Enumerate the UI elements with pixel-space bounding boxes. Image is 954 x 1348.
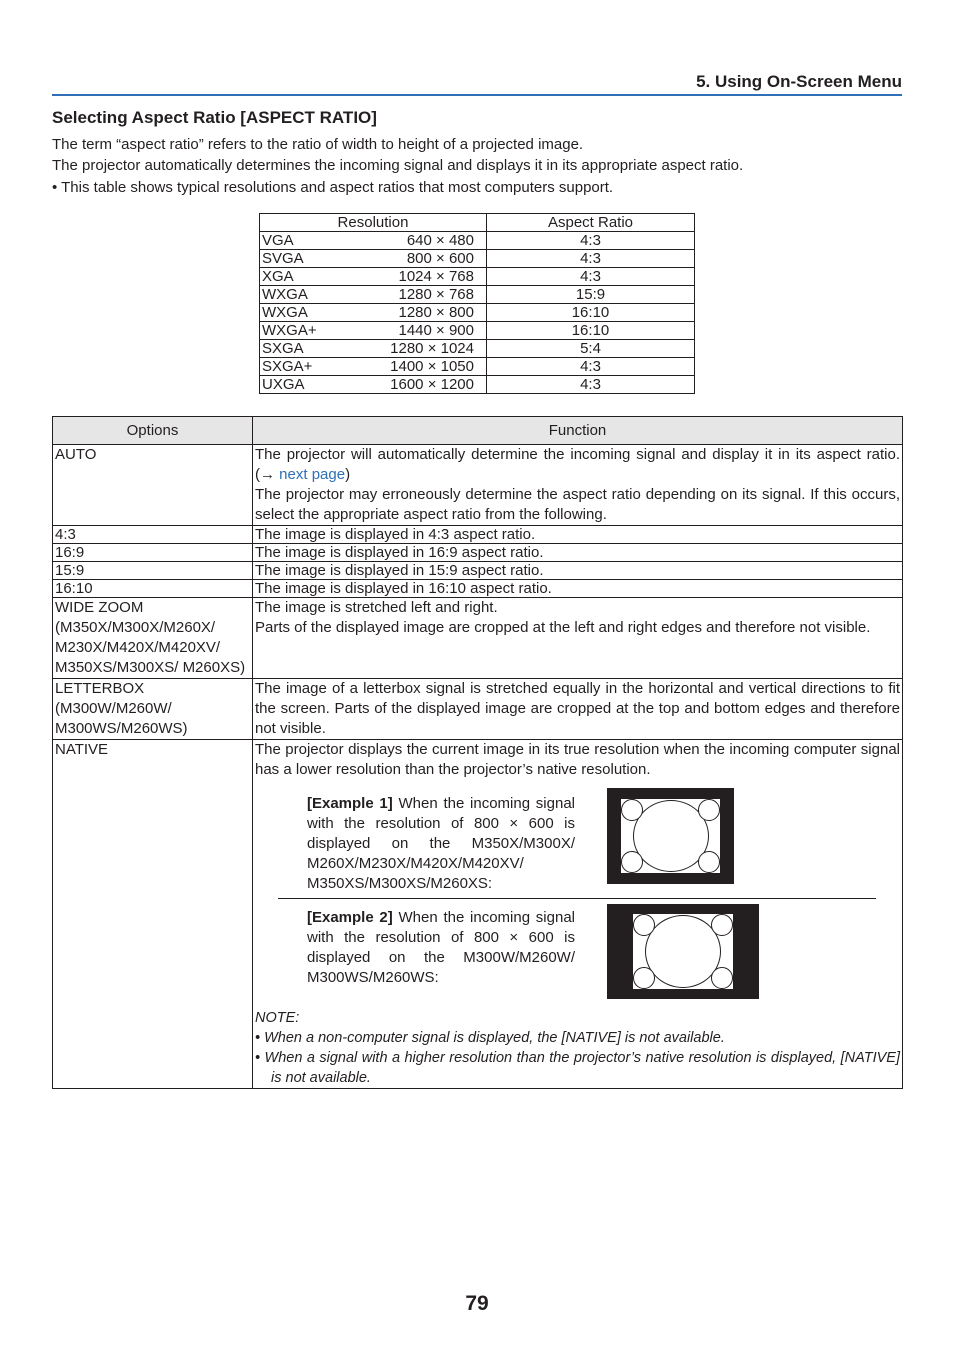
resolution-dimensions: 1600 × 1200 — [362, 376, 487, 394]
resolution-name: WXGA — [260, 286, 363, 304]
example-1-corner-circle — [621, 799, 643, 821]
example-divider — [278, 898, 876, 899]
resolution-dimensions: 1400 × 1050 — [362, 358, 487, 376]
table-row-auto — [53, 445, 903, 526]
table-row — [260, 268, 695, 286]
intro-bullet: • This table shows typical resolutions and aspect ratios that most computers support. — [52, 179, 614, 196]
option-4-3: 4:3 — [53, 526, 253, 544]
section-header — [52, 72, 902, 96]
table-row — [260, 376, 695, 394]
resolution-dimensions: 1280 × 800 — [362, 304, 487, 322]
option-letterbox: LETTERBOX (M300W/M260W/ M300WS/M260WS) — [53, 679, 253, 740]
aspect-ratio-value: 16:10 — [487, 322, 695, 340]
table-row-15-9 — [53, 562, 903, 580]
resolution-name: SXGA — [260, 340, 363, 358]
table-row — [260, 340, 695, 358]
resolution-dimensions: 1280 × 1024 — [362, 340, 487, 358]
example-2 — [255, 904, 900, 1006]
wide-zoom-text-2: Parts of the displayed image are cropped at the left and right edges and therefore not visible. — [255, 619, 871, 636]
aspect-ratio-value: 15:9 — [487, 286, 695, 304]
resolution-name: WXGA+ — [260, 322, 363, 340]
aspect-ratio-value: 4:3 — [487, 358, 695, 376]
resolution-name: XGA — [260, 268, 363, 286]
auto-text-1: The projector will automatically determine the incoming signal and display it in its aspect ratio. (→ — [255, 446, 900, 483]
option-15-9: 15:9 — [53, 562, 253, 580]
table-row — [260, 250, 695, 268]
auto-text-2: The projector may erroneously determine the aspect ratio depending on its signal. If this occurs, select the appropriate aspect ratio from the following. — [255, 486, 900, 523]
next-page-link[interactable]: next page — [279, 466, 346, 483]
function-16-9: The image is displayed in 16:9 aspect ratio. — [253, 544, 903, 562]
function-letterbox: The image of a letterbox signal is stretched equally in the horizontal and vertical directions to fit the screen. Parts of the displayed image are cropped at the top and bottom edges and therefore not visible. — [253, 679, 903, 740]
options-header-row — [53, 417, 903, 445]
options-table — [52, 416, 903, 1089]
table-row — [260, 232, 695, 250]
wide-zoom-text-1: The image is stretched left and right. — [255, 599, 498, 616]
example-1-description: When the incoming signal with the resolution of 800 × 600 is displayed on the M350X/M300X/ M260X/M230X/M420X/M420XV/ M350XS/M300XS/M260XS: — [307, 795, 575, 892]
table-row-16-9 — [53, 544, 903, 562]
resolution-table-body — [260, 232, 695, 394]
example-1-screen-illustration — [607, 788, 734, 884]
example-2-corner-circle — [633, 967, 655, 989]
intro-line-2: The projector automatically determines the incoming signal and displays it in its appropriate aspect ratio. — [52, 157, 744, 174]
option-native: NATIVE — [53, 740, 253, 1089]
aspect-ratio-value: 16:10 — [487, 304, 695, 322]
option-16-10: 16:10 — [53, 580, 253, 598]
note-item-2: • When a signal with a higher resolution than the projector’s native resolution is displayed, [NATIVE] is not available. — [255, 1050, 900, 1086]
example-1-corner-circle — [698, 799, 720, 821]
function-native — [253, 740, 903, 1089]
intro-text — [52, 134, 912, 198]
example-2-large-circle — [645, 915, 721, 988]
aspect-ratio-value: 4:3 — [487, 376, 695, 394]
section-title: 5. Using On-Screen Menu — [696, 72, 902, 91]
option-16-9: 16:9 — [53, 544, 253, 562]
function-wide-zoom — [253, 598, 903, 679]
table-row — [260, 358, 695, 376]
option-wide-zoom: WIDE ZOOM (M350X/M300X/M260X/ M230X/M420X/M420XV/ M350XS/M300XS/ M260XS) — [53, 598, 253, 679]
table-row-letterbox — [53, 679, 903, 740]
aspect-ratio-value: 5:4 — [487, 340, 695, 358]
options-header: Options — [53, 417, 253, 445]
resolution-dimensions: 1024 × 768 — [362, 268, 487, 286]
native-note — [255, 1008, 900, 1088]
example-1-text — [307, 794, 575, 894]
auto-text-1-end: ) — [345, 466, 351, 483]
table-row-native — [53, 740, 903, 1089]
resolution-name: VGA — [260, 232, 363, 250]
example-2-text — [307, 908, 575, 988]
example-1-corner-circle — [698, 851, 720, 873]
resolution-name: SVGA — [260, 250, 363, 268]
function-auto — [253, 445, 903, 526]
table-row — [260, 286, 695, 304]
page-heading: Selecting Aspect Ratio [ASPECT RATIO] — [52, 108, 377, 127]
option-auto: AUTO — [53, 445, 253, 526]
function-header: Function — [253, 417, 903, 445]
table-row — [260, 322, 695, 340]
aspect-ratio-value: 4:3 — [487, 268, 695, 286]
example-2-label: [Example 2] — [307, 909, 393, 926]
aspect-ratio-value: 4:3 — [487, 232, 695, 250]
function-16-10: The image is displayed in 16:10 aspect ratio. — [253, 580, 903, 598]
table-row-16-10 — [53, 580, 903, 598]
example-2-corner-circle — [633, 914, 655, 936]
resolution-table — [259, 213, 695, 394]
example-2-corner-circle — [711, 967, 733, 989]
resolution-name: WXGA — [260, 304, 363, 322]
aspect-ratio-header: Aspect Ratio — [487, 214, 695, 232]
note-title: NOTE: — [255, 1010, 300, 1026]
function-4-3: The image is displayed in 4:3 aspect ratio. — [253, 526, 903, 544]
resolution-dimensions: 1280 × 768 — [362, 286, 487, 304]
aspect-ratio-value: 4:3 — [487, 250, 695, 268]
resolution-name: UXGA — [260, 376, 363, 394]
function-15-9: The image is displayed in 15:9 aspect ratio. — [253, 562, 903, 580]
resolution-header: Resolution — [260, 214, 487, 232]
example-1-label: [Example 1] — [307, 795, 393, 812]
native-text: The projector displays the current image in its true resolution when the incoming computer signal has a lower resolution than the projector’s native resolution. — [255, 741, 900, 778]
resolution-dimensions: 1440 × 900 — [362, 322, 487, 340]
resolution-name: SXGA+ — [260, 358, 363, 376]
intro-line-1: The term “aspect ratio” refers to the ratio of width to height of a projected image. — [52, 136, 584, 153]
page-number: 79 — [465, 1292, 489, 1315]
resolution-dimensions: 640 × 480 — [362, 232, 487, 250]
example-2-corner-circle — [711, 914, 733, 936]
table-row-wide-zoom — [53, 598, 903, 679]
example-1-corner-circle — [621, 851, 643, 873]
resolution-dimensions: 800 × 600 — [362, 250, 487, 268]
note-item-1: • When a non-computer signal is displayed, the [NATIVE] is not available. — [255, 1030, 725, 1046]
resolution-header-row — [260, 214, 695, 232]
example-1 — [255, 788, 900, 904]
table-row-4-3 — [53, 526, 903, 544]
table-row — [260, 304, 695, 322]
example-2-screen-illustration — [607, 904, 759, 999]
example-2-description: When the incoming signal with the resolution of 800 × 600 is displayed on the M300W/M260W/ M300WS/M260WS: — [307, 909, 575, 986]
